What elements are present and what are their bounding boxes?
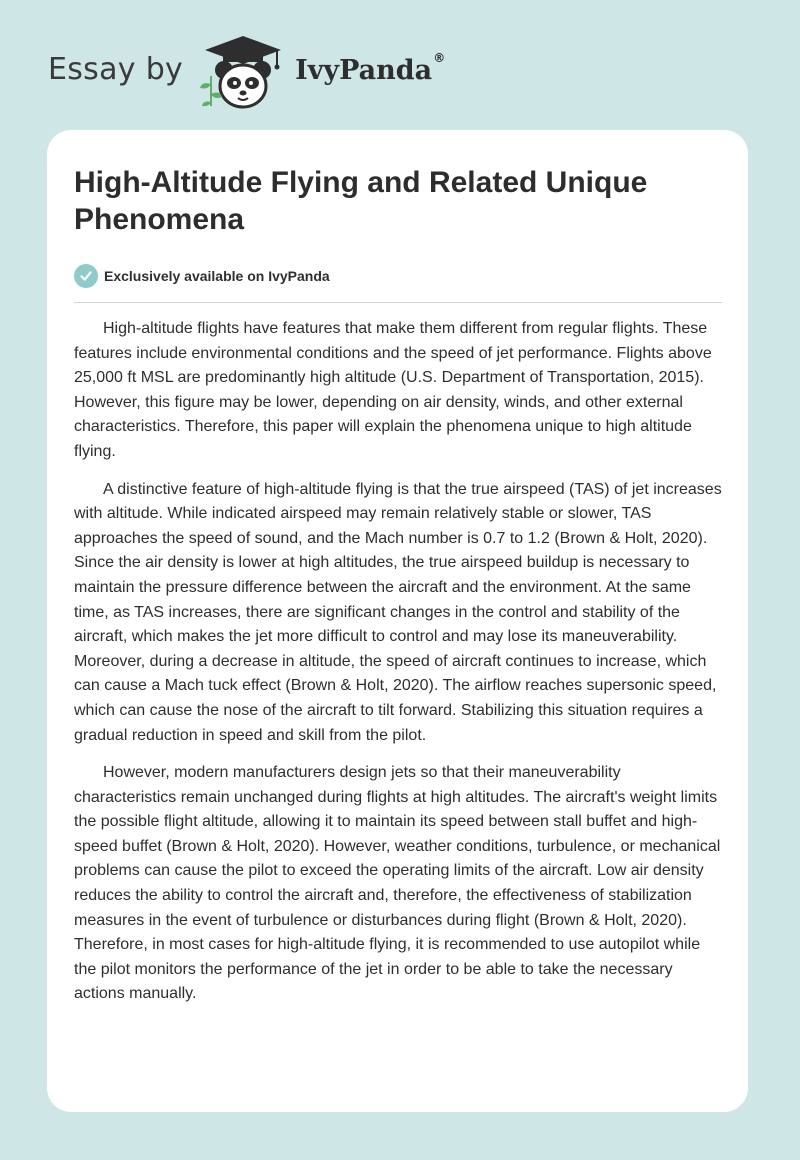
paragraph-3: However, modern manufacturers design jets so that their maneuverability characteristics remain unchanged during flights at high altitudes. The aircraft's weight limits the possible flight altitude, allowing it to maintain its speed between stall buffet and high-speed buffet (Brown & Holt, 2020). However, weather conditions, turbulence, or mechanical problems can cause the pilot to exceed the operating limits of the aircraft. Low air density reduces the ability to control the aircraft and, therefore, the effectiveness of stabilization measures in the event of turbulence or disturbances during flight (Brown & Holt, 2020). Therefore, in most cases for high-altitude flying, it is recommended to use autopilot while the pilot monitors the performance of the jet in order to be able to take the necessary actions manually.: [74, 764, 721, 1003]
panda-logo-icon: [197, 32, 289, 112]
brand-text: IvyPanda: [295, 54, 433, 86]
site-header: [48, 32, 445, 112]
essay-card: [47, 130, 748, 1112]
essay-body: [74, 317, 726, 1020]
paragraph-2: A distinctive feature of high-altitude flying is that the true airspeed (TAS) of jet increases with altitude. While indicated airspeed may remain relatively stable or slower, TAS approaches the speed of sound, and the Mach number is 0.7 to 1.2 (Brown & Holt, 2020). Since the air density is lower at high altitudes, the true airspeed buildup is necessary to maintain the pressure difference between the aircraft and the environment. At the same time, as TAS increases, there are significant changes in the control and stability of the aircraft, which makes the jet more difficult to control and may lose its maneuverability. Moreover, during a decrease in altitude, the speed of aircraft continues to increase, which can cause a Mach tuck effect (Brown & Holt, 2020). The airflow reaches supersonic speed, which can cause the nose of the aircraft to tilt forward. Stabilizing this situation requires a gradual reduction in speed and skill from the pilot.: [74, 480, 722, 744]
brand-name[interactable]: [295, 50, 446, 86]
essay-by-label: Essay by: [48, 51, 184, 87]
checkmark-icon: [74, 264, 98, 288]
registered-mark: ®: [433, 50, 446, 65]
exclusive-badge: [74, 264, 330, 288]
divider: [74, 302, 722, 303]
essay-title: High-Altitude Flying and Related Unique Phenomena: [74, 166, 648, 236]
exclusive-badge-label: Exclusively available on IvyPanda: [104, 268, 330, 284]
paragraph-1: High-altitude flights have features that make them different from regular flights. These features include environmental conditions and the speed of jet performance. Flights above 25,000 ft MSL are predominantly high altitude (U.S. Department of Transportation, 2015). However, this figure may be lower, depending on air density, winds, and other external characteristics. Therefore, this paper will explain the phenomena unique to high altitude flying.: [74, 320, 712, 460]
